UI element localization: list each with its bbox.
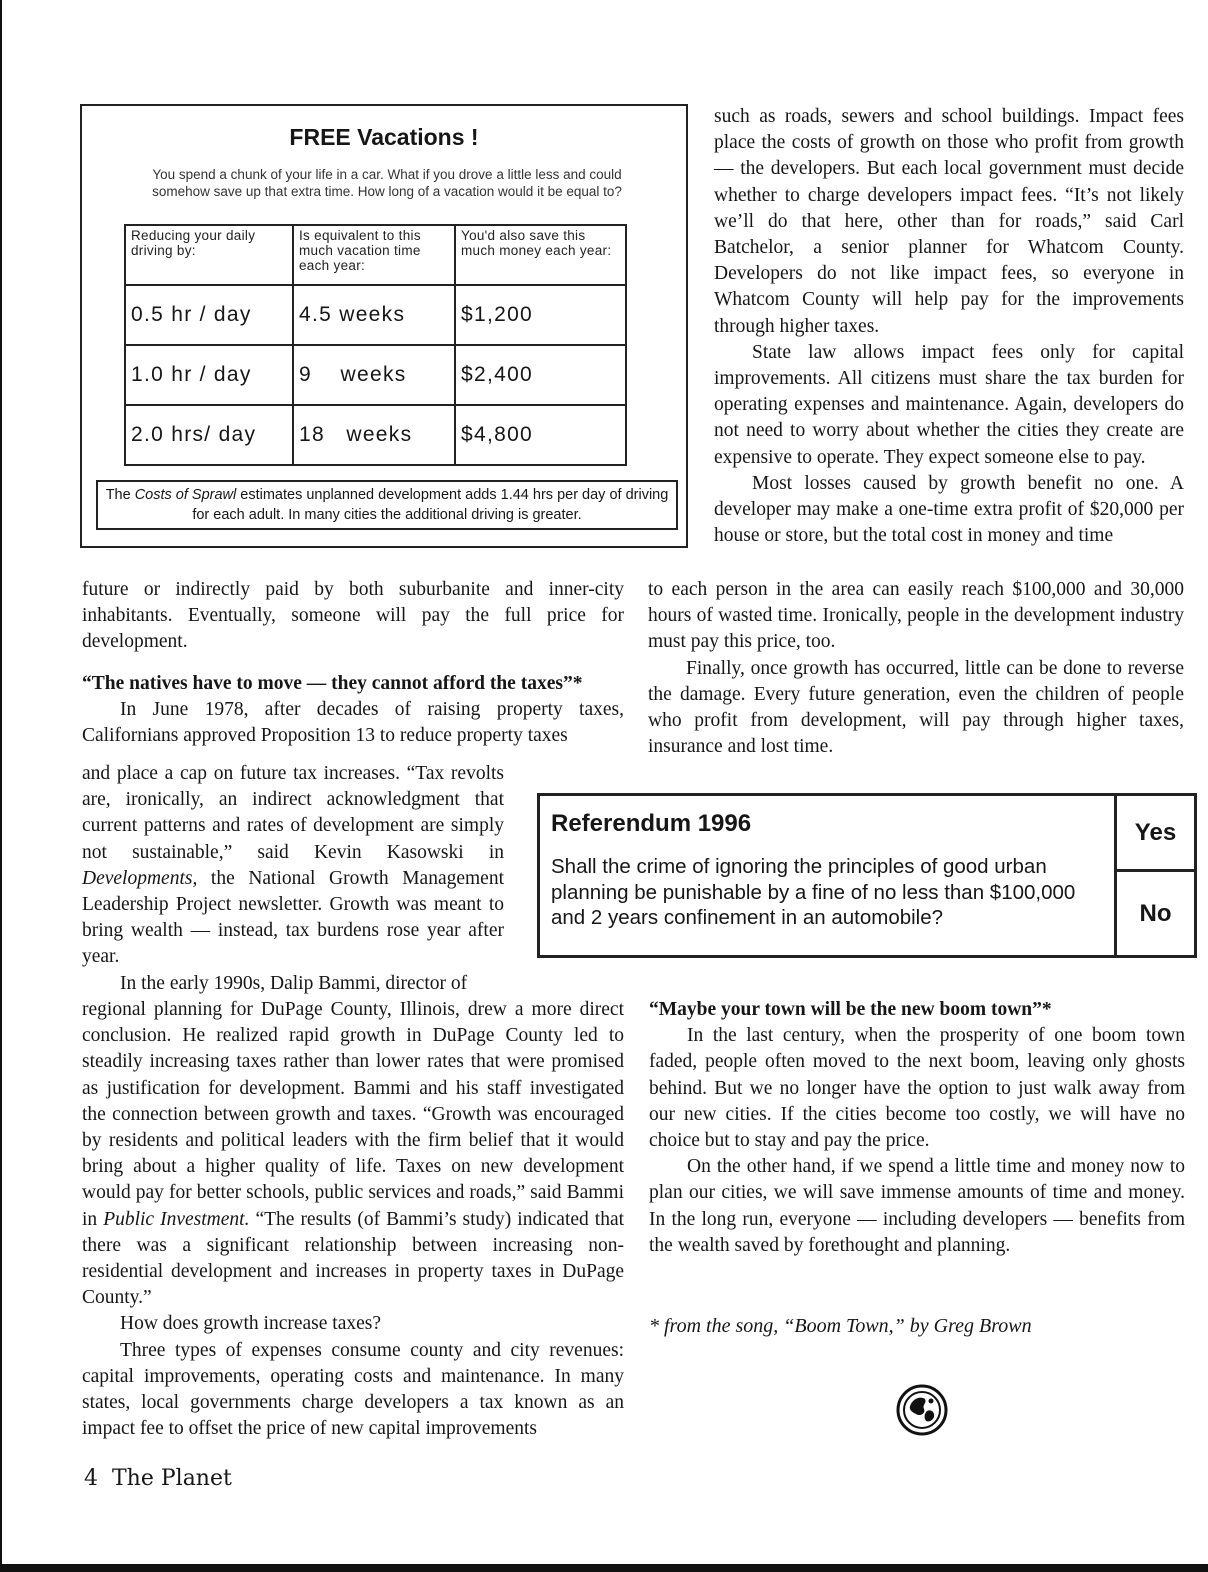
table-cell: 1.0 hr / day — [125, 345, 293, 405]
right-column-top — [714, 104, 1184, 549]
body-paragraph: In June 1978, after decades of raising property taxes, Californians approved Proposition 13 to reduce property taxes — [82, 698, 624, 747]
right-column-bottom — [649, 997, 1185, 1259]
vacations-intro: You spend a chunk of your life in a car. What if you drove a little less and could somehow save up that extra time. How long of a vacation would it be equal to? — [152, 167, 622, 199]
table-row — [125, 285, 626, 345]
body-paragraph: and place a cap on future tax increases. “Tax revolts are, ironically, an indirect acknowledgment that current patterns and rates of development are simply not sustainable,” said Kevin Kasowski in Developments, the National Growth Management Leadership Project newsletter. Growth was meant to bring wealth — instead, tax burdens rose year after year. — [82, 763, 504, 968]
sprawl-note: The Costs of Sprawl estimates unplanned development adds 1.44 hrs per day of driving for each adult. In many cities the additional driving is greater. — [96, 480, 678, 530]
referendum-question: Shall the crime of ignoring the principles of good urban planning be punishable by a fine of no less than $100,000 and 2 years confinement in an automobile? — [551, 855, 1076, 929]
body-paragraph: regional planning for DuPage County, Illinois, drew a more direct conclusion. He realized rapid growth in DuPage County led to steadily increasing taxes rather than lower rates that were promised as justification for development. Bammi and his staff investigated the connection between growth and taxes. “Growth was encouraged by residents and political leaders with the firm belief that it would bring about a higher quality of life. Taxes on new development would pay for better schools, public services and roads,” said Bammi in Public Investment. “The results (of Bammi’s study) indicated that there was a significant relationship between increasing non-residential development and increases in property taxes in DuPage County.” — [82, 999, 625, 1309]
no-ballot-box: No — [1139, 900, 1172, 927]
right-column-middle — [648, 577, 1184, 760]
table-header-row — [125, 225, 626, 285]
publication-title: Public Investment. — [103, 1208, 250, 1230]
table-row — [125, 405, 626, 465]
body-paragraph: State law allows impact fees only for capital improvements. All citizens must share the tax burden for operating expenses and maintenance. Again, developers do not need to worry about whether the cities they create are expensive to operate. They expect someone else to pay. — [714, 341, 1184, 468]
vacations-table — [124, 224, 627, 466]
left-column-bottom — [82, 997, 624, 1442]
table-cell: 18 weeks — [293, 405, 455, 465]
referendum-box — [537, 793, 1197, 958]
header-cell: Is equivalent to this much vacation time each year: — [293, 225, 455, 285]
publication-title: Developments, — [82, 867, 198, 889]
footnote: * from the song, “Boom Town,” by Greg Brown — [649, 1315, 1032, 1337]
body-paragraph: Finally, once growth has occurred, little can be done to reverse the damage. Every future generation, even the children of people who profit from development, will pay through higher taxes, insurance and lost time. — [648, 657, 1184, 758]
page-folio — [84, 1466, 232, 1491]
page-number: 4 — [84, 1466, 98, 1491]
free-vacations-box — [80, 104, 688, 548]
table-cell: $1,200 — [455, 285, 626, 345]
referendum-title: Referendum 1996 — [551, 810, 752, 837]
body-paragraph: to each person in the area can easily reach $100,000 and 30,000 hours of wasted time. Ironically, people in the development industry must pay this price, too. — [648, 579, 1184, 653]
table-row — [125, 345, 626, 405]
table-cell: $4,800 — [455, 405, 626, 465]
body-paragraph: Most losses caused by growth benefit no one. A developer may make a one-time extra profit of $20,000 per house or store, but the total cost in money and time — [714, 472, 1184, 547]
table-cell: 4.5 weeks — [293, 285, 455, 345]
magazine-name: The Planet — [112, 1466, 232, 1491]
table-cell: 9 weeks — [293, 345, 455, 405]
yes-ballot-box: Yes — [1117, 796, 1194, 872]
body-paragraph: In the early 1990s, Dalip Bammi, director of — [120, 972, 468, 994]
body-paragraph: future or indirectly paid by both suburbanite and inner-city inhabitants. Eventually, someone will pay the full price for development. — [82, 579, 624, 653]
header-cell: You'd also save this much money each year: — [455, 225, 626, 285]
body-paragraph: On the other hand, if we spend a little time and money now to plan our cities, we will save immense amounts of time and money. In the long run, everyone — including developers — benefits from the wealth saved by forethought and planning. — [649, 1156, 1185, 1256]
body-paragraph: How does growth increase taxes? — [120, 1313, 381, 1335]
table-cell: 0.5 hr / day — [125, 285, 293, 345]
body-paragraph: such as roads, sewers and school buildings. Impact fees place the costs of growth on those who profit from growth — the developers. But each local government must decide whether to charge developers impact fees. “It’s not likely we’ll do that here, other than for roads,” said Carl Batchelor, a senior planner for Whatcom County. Developers do not like impact fees, so everyone in Whatcom County will help pay for the improvements through higher taxes. — [714, 106, 1184, 337]
body-paragraph: In the last century, when the prosperity of one boom town faded, people often moved to the next boom, leaving only ghosts behind. But we no longer have the option to just walk away from our new cities. If the cities become too costly, we will have no choice but to stay and pay the price. — [649, 1025, 1185, 1152]
globe-icon — [896, 1384, 948, 1441]
book-title: Costs of Sprawl — [134, 487, 237, 503]
header-cell: Reducing your daily driving by: — [125, 225, 293, 285]
page-left-edge — [0, 0, 2, 1572]
section-heading: “Maybe your town will be the new boom town”* — [649, 999, 1052, 1020]
vacations-title: FREE Vacations ! — [289, 124, 479, 150]
left-column-narrow — [82, 761, 504, 997]
section-heading: “The natives have to move — they cannot afford the taxes”* — [82, 672, 583, 694]
page-bottom-edge — [0, 1564, 1208, 1572]
table-cell: 2.0 hrs/ day — [125, 405, 293, 465]
body-paragraph: Three types of expenses consume county and city revenues: capital improvements, operating costs and maintenance. In many states, local governments charge developers a tax known as an impact fee to offset the price of new capital improvements — [82, 1339, 624, 1440]
table-cell: $2,400 — [455, 345, 626, 405]
left-column-top — [82, 577, 624, 749]
